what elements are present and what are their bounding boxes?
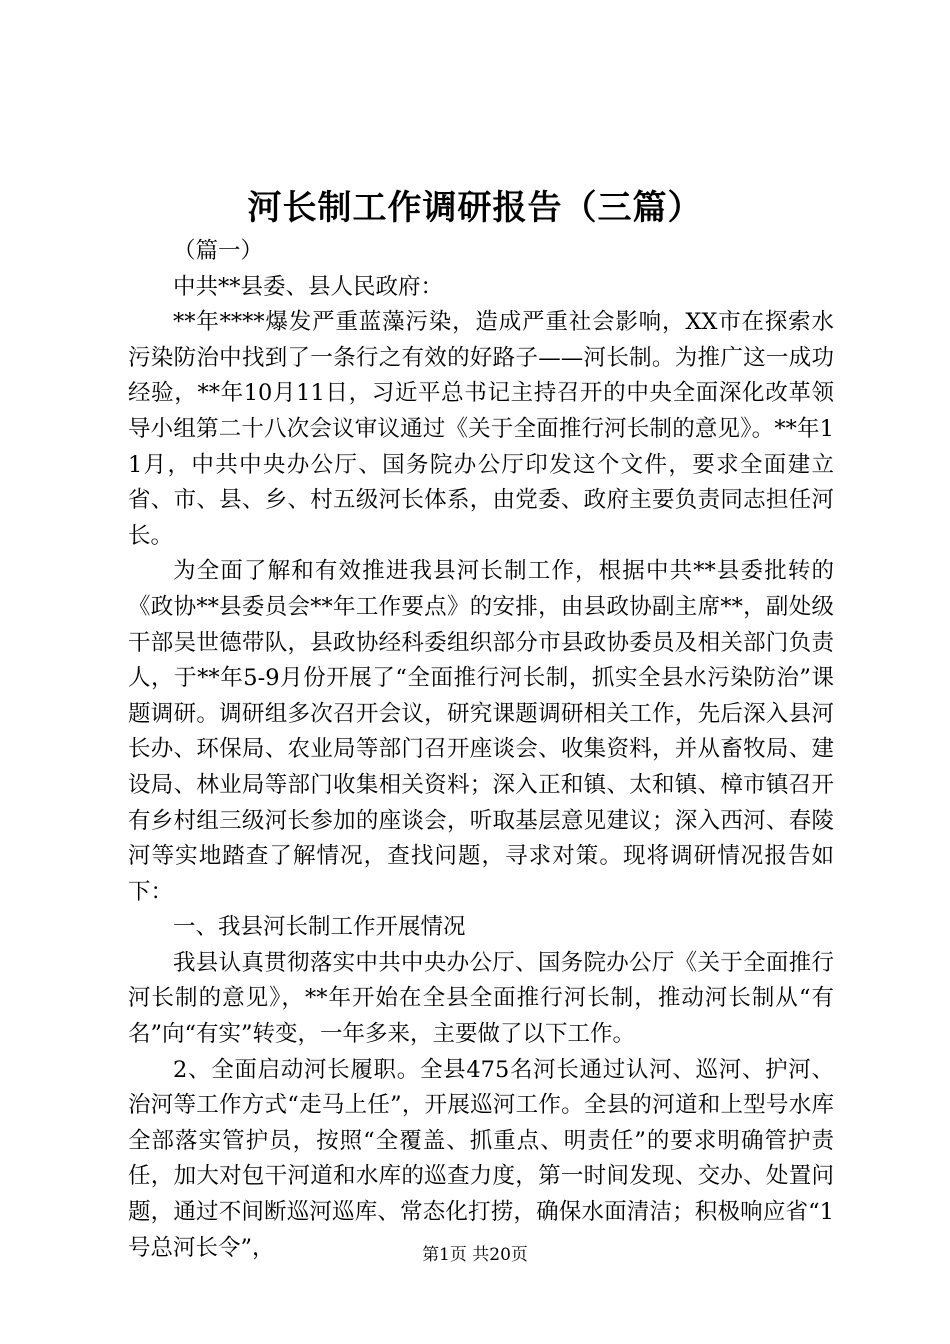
section-heading-part-one: （篇一） (173, 238, 264, 264)
document-title: 河长制工作调研报告（三篇） (247, 188, 703, 228)
page-footer: 第1页 共20页 (422, 1245, 528, 1265)
paragraph-item-2: 2、全面启动河长履职。全县475名河长通过认河、巡河、护河、治河等工作方式“走马上任”，开展巡河工作。全县的河道和上型号水库全部落实管护员，按照“全覆盖、抓重点、明责任”的要求明确管护责任，加大对包干河道和水库的巡查力度，第一时间发现、交办、处置问题，通过不间断巡河巡库、常态化打捞，确保水面清洁；积极响应省“1号总河长令”， (128, 1056, 834, 1261)
salutation: 中共**县委、县人民政府： (173, 273, 444, 300)
paragraph-background: **年****爆发严重蓝藻污染，造成严重社会影响，XX市在探索水污染防治中找到了一条行之有效的好路子——河长制。为推广这一成功经验，**年10月11日，习近平总书记主持召开的中央全面深化改革领导小组第二十八次会议审议通过《关于全面推行河长制的意见》。**年11月，中共中央办公厅、国务院办公厅印发这个文件，要求全面建立省、市、县、乡、村五级河长体系，由党委、政府主要负责同志担任河长。 (128, 309, 834, 549)
document-body (128, 234, 834, 1266)
paragraph-research-overview: 为全面了解和有效推进我县河长制工作，根据中共**县委批转的《政协**县委员会**年工作要点》的安排，由县政协副主席**，副处级干部吴世德带队，县政协经科委组织部分市县政协委员及相关部门负责人，于**年5-9月份开展了“全面推行河长制，抓实全县水污染防治”课题调研。调研组多次召开会议，研究课题调研相关工作，先后深入县河长办、环保局、农业局等部门召开座谈会、收集资料，并从畜牧局、建设局、林业局等部门收集相关资料；深入正和镇、太和镇、樟市镇召开有乡村组三级河长参加的座谈会，听取基层意见建议；深入西河、春陵河等实地踏查了解情况，查找问题，寻求对策。现将调研情况报告如下： (128, 558, 834, 905)
paragraph-implementation: 我县认真贯彻落实中共中央办公厅、国务院办公厅《关于全面推行河长制的意见》，**年开始在全县全面推行河长制，推动河长制从“有名”向“有实”转变，一年多来，主要做了以下工作。 (128, 949, 834, 1048)
section-heading-1: 一、我县河长制工作开展情况 (173, 914, 466, 941)
